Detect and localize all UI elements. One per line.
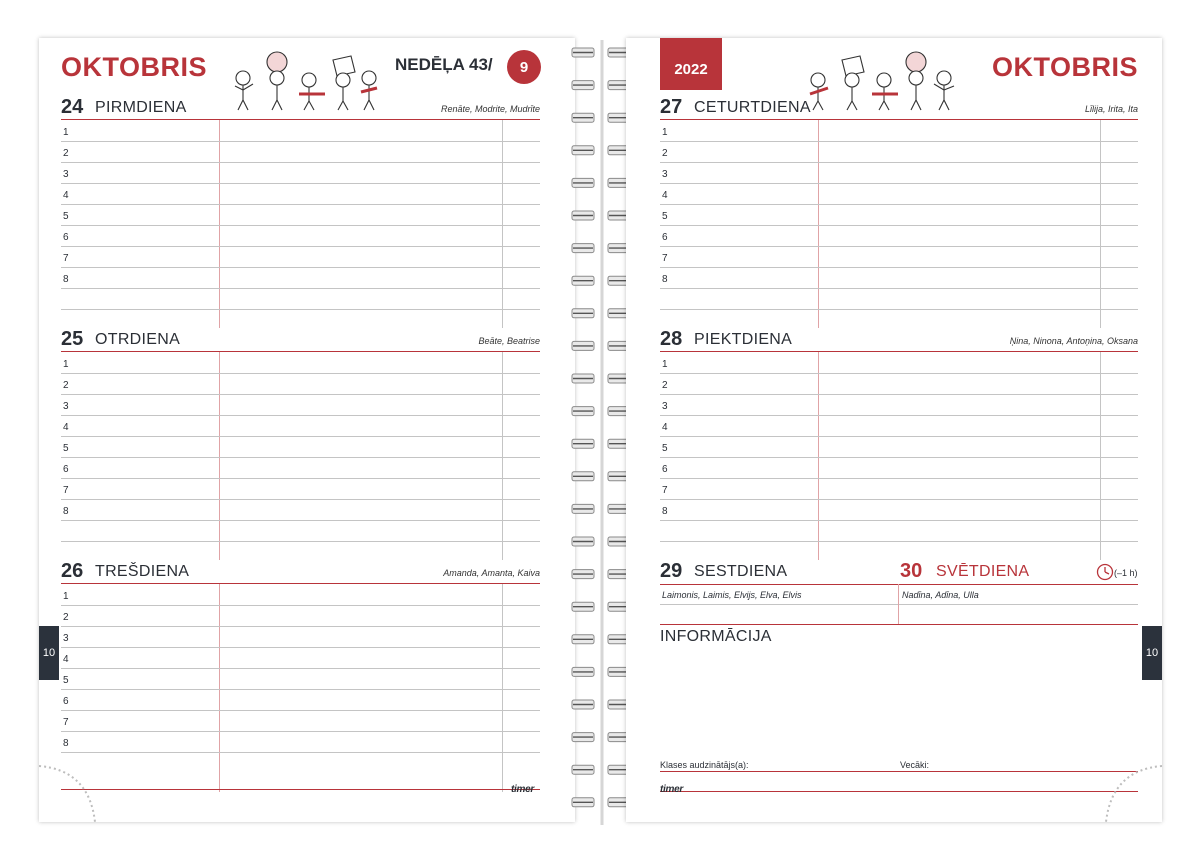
hour-number: 6	[662, 232, 668, 243]
day-block-28	[660, 328, 1138, 560]
column-divider	[1100, 352, 1101, 560]
day-header	[660, 328, 1138, 352]
hour-number: 2	[662, 380, 668, 391]
day-header	[61, 560, 540, 584]
hour-number: 2	[662, 148, 668, 159]
clock-icon	[1096, 563, 1114, 581]
month-side-tab[interactable]: 10	[39, 626, 59, 680]
hour-number: 1	[63, 591, 69, 602]
signature-line	[660, 771, 1138, 772]
day-number: 28	[660, 328, 683, 350]
month-title: OKTOBRIS	[991, 52, 1138, 82]
hour-number: 6	[662, 464, 668, 475]
information-heading: INFORMĀCIJA	[660, 628, 772, 645]
day-block-25	[61, 328, 540, 560]
hour-number: 1	[662, 359, 668, 370]
name-days: Ņina, Ninona, Antoņina, Oksana	[1009, 336, 1138, 346]
hour-number: 4	[662, 190, 668, 201]
day-name: PIEKTDIENA	[694, 331, 793, 348]
hour-number: 1	[662, 127, 668, 138]
corner-arc-decoration	[1102, 760, 1162, 822]
right-planner-page	[626, 38, 1162, 822]
hour-number: 8	[63, 738, 69, 749]
column-divider	[219, 352, 220, 560]
hour-number: 4	[63, 654, 69, 665]
brand-logo: timer	[511, 784, 534, 795]
hour-number: 6	[63, 232, 69, 243]
column-divider	[502, 352, 503, 560]
hour-number: 8	[63, 506, 69, 517]
hour-number: 7	[63, 485, 69, 496]
hour-number: 8	[63, 274, 69, 285]
hour-number: 2	[63, 148, 69, 159]
hour-number: 4	[662, 422, 668, 433]
sunday-name: SVĒTDIENA	[936, 563, 1030, 580]
name-days: Līlija, Irita, Ita	[1084, 104, 1138, 114]
hour-number: 2	[63, 380, 69, 391]
column-divider	[502, 120, 503, 328]
hour-number: 3	[63, 169, 69, 180]
hour-number: 6	[63, 464, 69, 475]
corner-arc-decoration	[39, 760, 99, 822]
saturday-name-days: Laimonis, Laimis, Elvijs, Elva, Elvis	[662, 590, 802, 600]
column-divider	[219, 120, 220, 328]
weekend-block	[660, 560, 1138, 626]
hour-number: 3	[662, 401, 668, 412]
month-side-tab[interactable]: 10	[1142, 626, 1162, 680]
day-number: 25	[61, 328, 84, 350]
time-change-note: (–1 h)	[1114, 568, 1138, 578]
column-divider	[818, 352, 819, 560]
hour-number: 3	[63, 633, 69, 644]
parents-signature-label: Vecāki:	[900, 760, 930, 770]
teacher-signature-label: Klases audzinātājs(a):	[660, 760, 749, 770]
day-name: CETURTDIENA	[694, 99, 811, 116]
day-header	[660, 96, 1138, 120]
column-divider	[818, 120, 819, 328]
hour-number: 8	[662, 506, 668, 517]
hour-number: 3	[662, 169, 668, 180]
hour-number: 5	[63, 675, 69, 686]
day-number: 26	[61, 560, 84, 582]
hour-number: 4	[63, 422, 69, 433]
hour-number: 2	[63, 612, 69, 623]
hour-number: 1	[63, 127, 69, 138]
hour-number: 5	[63, 211, 69, 222]
hour-number: 3	[63, 401, 69, 412]
day-block-24	[61, 96, 540, 328]
name-days: Amanda, Amanta, Kaiva	[443, 568, 540, 578]
saturday-name: SESTDIENA	[694, 563, 788, 580]
day-block-26	[61, 560, 540, 792]
hour-number: 5	[662, 211, 668, 222]
saturday-number: 29	[660, 560, 683, 582]
day-name: TREŠDIENA	[95, 563, 190, 580]
column-divider	[1100, 120, 1101, 328]
hour-number: 4	[63, 190, 69, 201]
day-header	[61, 96, 540, 120]
week-number-badge: 9	[507, 50, 541, 84]
name-days: Renāte, Modrite, Mudrīte	[440, 104, 540, 114]
column-divider	[219, 584, 220, 792]
column-divider	[502, 584, 503, 792]
hour-number: 8	[662, 274, 668, 285]
year-badge: 2022	[660, 38, 722, 90]
day-header	[61, 328, 540, 352]
hour-number: 6	[63, 696, 69, 707]
bottom-rule	[660, 791, 1138, 792]
sunday-number: 30	[900, 560, 923, 582]
hour-number: 5	[662, 443, 668, 454]
day-number: 24	[61, 96, 84, 118]
hour-number: 7	[662, 485, 668, 496]
day-number: 27	[660, 96, 683, 118]
hour-number: 7	[662, 253, 668, 264]
name-days: Beāte, Beatrise	[478, 336, 540, 346]
day-name: OTRDIENA	[95, 331, 181, 348]
hour-number: 5	[63, 443, 69, 454]
hour-number: 1	[63, 359, 69, 370]
sunday-name-days: Nadīna, Adīna, Ulla	[902, 590, 979, 600]
day-block-27	[660, 96, 1138, 328]
hour-number: 7	[63, 253, 69, 264]
brand-logo: timer	[660, 784, 683, 795]
week-label: NEDĒĻA 43/	[395, 55, 493, 74]
left-planner-page	[39, 38, 575, 822]
hour-number: 7	[63, 717, 69, 728]
month-title: OKTOBRIS	[61, 52, 208, 82]
day-name: PIRMDIENA	[95, 99, 187, 116]
